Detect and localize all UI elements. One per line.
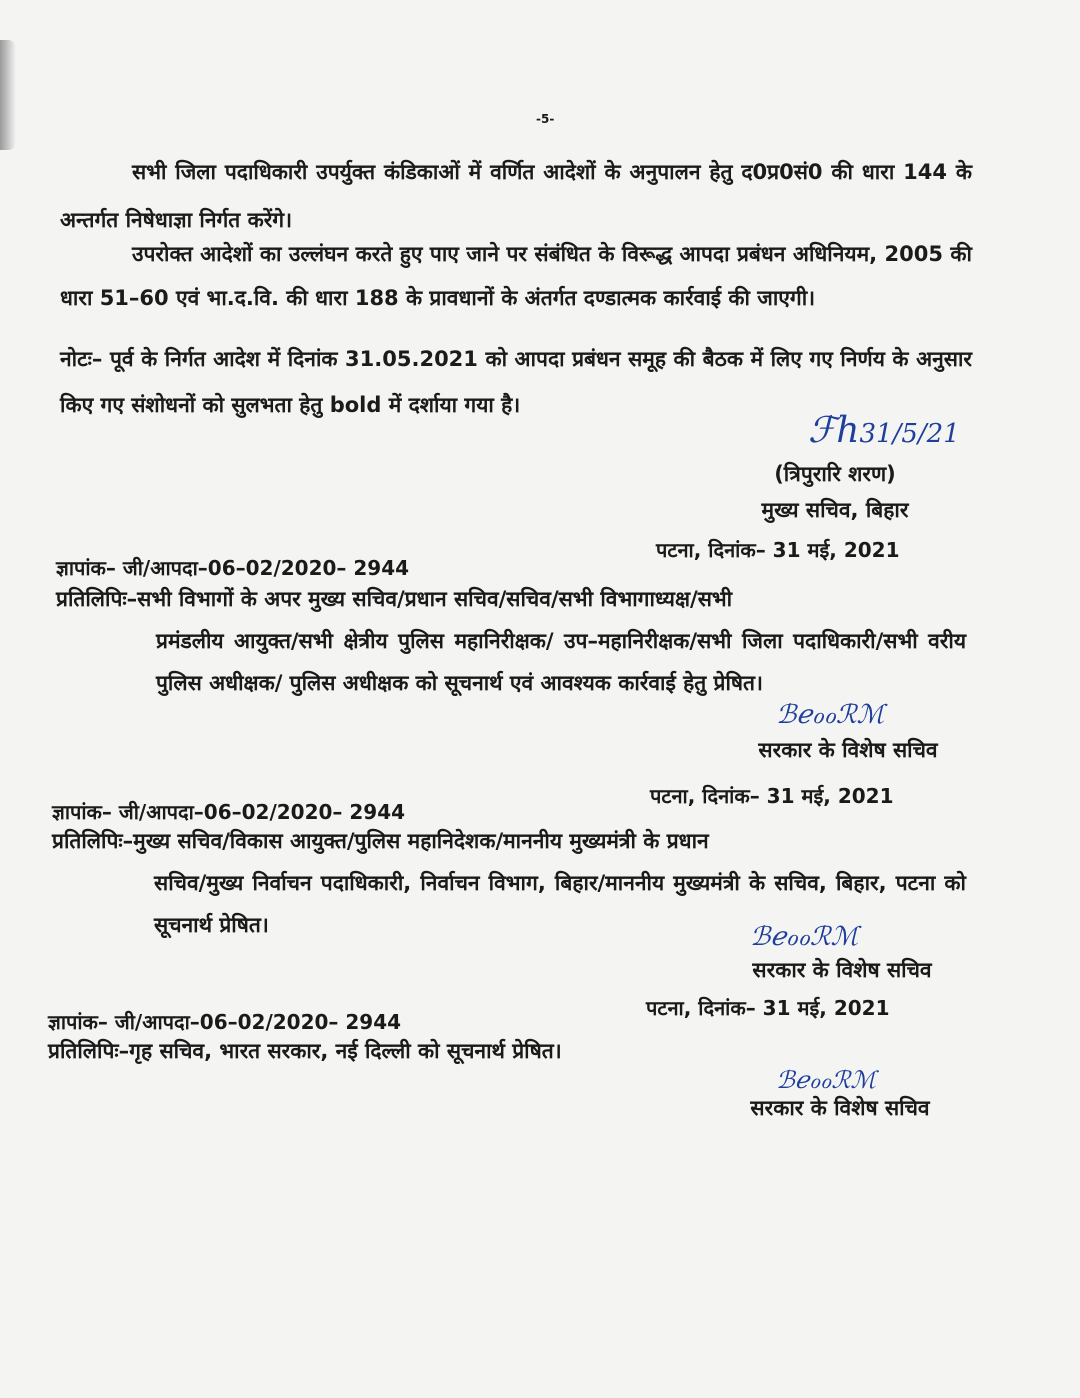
scan-edge-shadow — [0, 40, 16, 150]
special-secretary-designation-3: सरकार के विशेष सचिव — [750, 1096, 930, 1120]
copy-first-line-1: सभी विभागों के अपर मुख्य सचिव/प्रधान सचिव/सचिव/सभी विभागाध्यक्ष/सभी — [137, 587, 733, 611]
memo-date-1: पटना, दिनांक– 31 मई, 2021 — [656, 538, 900, 562]
memo-date-3: पटना, दिनांक– 31 मई, 2021 — [646, 996, 890, 1020]
page-number: -5- — [536, 112, 555, 126]
special-secretary-designation-1: सरकार के विशेष सचिव — [758, 738, 938, 762]
copy-label-3: प्रतिलिपिः– — [48, 1039, 130, 1063]
copy-first-line-3: गृह सचिव, भारत सरकार, नई दिल्ली को सूचनार्थ प्रेषित। — [129, 1039, 562, 1063]
memo-number-3: ज्ञापांक– जी/आपदा–06–02/2020– 2944 — [48, 1010, 402, 1034]
special-secretary-signature-3: ℬℯℴℴℛℳ — [776, 1066, 877, 1094]
special-secretary-designation-2: सरकार के विशेष सचिव — [752, 958, 932, 982]
memo-copy-2 — [52, 820, 966, 862]
copy-recipients-1: प्रमंडलीय आयुक्त/सभी क्षेत्रीय पुलिस महानिरीक्षक/ उप–महानिरीक्षक/सभी जिला पदाधिकारी/सभी वरीय पुलिस अधीक्षक/ पुलिस अधीक्षक को सूचनार्थ एवं आवश्यक कार्रवाई हेतु प्रेषित। — [156, 629, 966, 695]
special-secretary-signature-2: ℬℯℴℴℛℳ — [750, 922, 859, 952]
chief-secretary-name: (त्रिपुरारि शरण) — [774, 462, 896, 486]
chief-secretary-signature: ℱℎ31/5/21 — [808, 410, 960, 451]
copy-label-2: प्रतिलिपिः– — [52, 829, 134, 853]
paragraph-section-144: सभी जिला पदाधिकारी उपर्युक्त कंडिकाओं में वर्णित आदेशों के अनुपालन हेतु द0प्र0सं0 की धारा 144 के अन्तर्गत निषेधाज्ञा निर्गत करेंगे। — [60, 160, 972, 232]
copy-recipients-2: सचिव/मुख्य निर्वाचन पदाधिकारी, निर्वाचन विभाग, बिहार/माननीय मुख्यमंत्री के सचिव, बिहार, पटना को सूचनार्थ प्रेषित। — [154, 871, 966, 937]
signature-date: 31/5/21 — [859, 419, 960, 449]
memo-number-2: ज्ञापांक– जी/आपदा–06–02/2020– 2944 — [52, 800, 406, 824]
memo-number-1: ज्ञापांक– जी/आपदा–06–02/2020– 2944 — [56, 556, 410, 580]
memo-copy-1 — [56, 578, 968, 620]
chief-secretary-designation: मुख्य सचिव, बिहार — [761, 498, 909, 522]
paragraph-note: नोटः– पूर्व के निर्गत आदेश में दिनांक 31.05.2021 को आपदा प्रबंधन समूह की बैठक में लिए गए निर्णय के अनुसार किए गए संशोधनों को सुलभता हेतु bold में दर्शाया गया है। — [60, 347, 972, 417]
memo-date-2: पटना, दिनांक– 31 मई, 2021 — [650, 784, 894, 808]
copy-first-line-2: मुख्य सचिव/विकास आयुक्त/पुलिस महानिदेशक/माननीय मुख्यमंत्री के प्रधान — [133, 829, 709, 853]
copy-label-1: प्रतिलिपिः– — [56, 587, 138, 611]
paragraph-penalty: उपरोक्त आदेशों का उल्लंघन करते हुए पाए जाने पर संबंधित के विरूद्ध आपदा प्रबंधन अधिनियम, 2005 की धारा 51–60 एवं भा.द.वि. की धारा 188 के प्रावधानों के अंतर्गत दण्डात्मक कार्रवाई की जाएगी। — [60, 242, 972, 310]
special-secretary-signature-1: ℬℯℴℴℛℳ — [776, 700, 885, 730]
